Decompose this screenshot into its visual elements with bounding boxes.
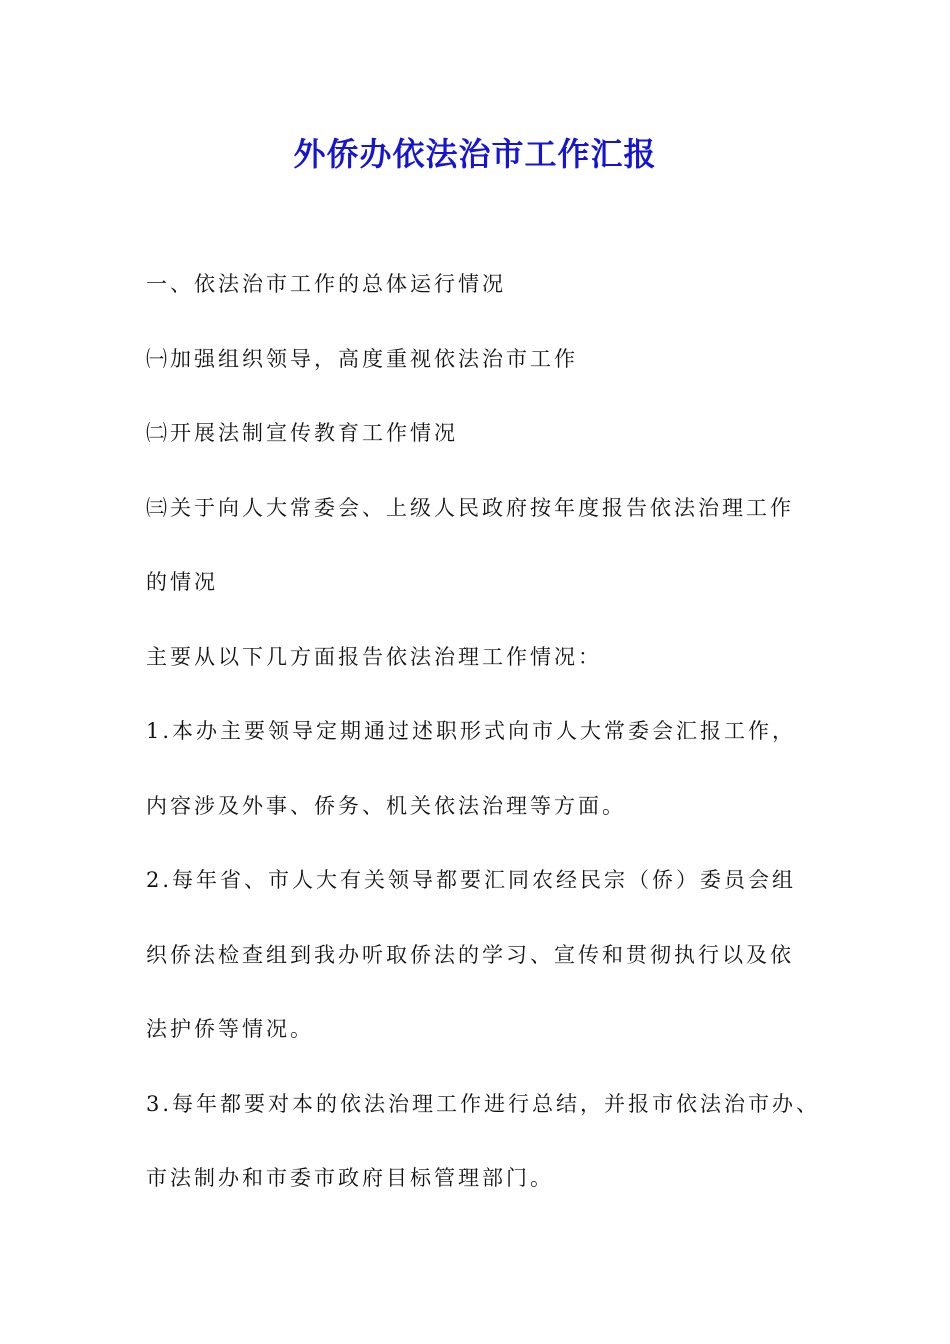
list-item-1-cont: 内容涉及外事、侨务、机关依法治理等方面。 <box>146 793 626 818</box>
list-item-3-cont: 市法制办和市委市政府目标管理部门。 <box>146 1166 554 1190</box>
subheading-annual-report: ㈢关于向人大常委会、上级人民政府按年度报告依法治理工作 <box>146 495 794 520</box>
list-item-2-cont: 织侨法检查组到我办听取侨法的学习、宣传和贯彻执行以及依 <box>146 942 794 967</box>
subheading-organization-leadership: ㈠加强组织领导，高度重视依法治市工作 <box>146 346 578 371</box>
list-item-2: 2.每年省、市人大有关领导都要汇同农经民宗（侨）委员会组 <box>146 868 797 892</box>
paragraph-intro: 主要从以下几方面报告依法治理工作情况： <box>146 644 602 669</box>
document-body <box>146 262 836 1231</box>
heading-overall-operation: 一、依法治市工作的总体运行情况 <box>146 272 506 296</box>
subheading-legal-publicity: ㈡开展法制宣传教育工作情况 <box>146 421 458 445</box>
subheading-annual-report-cont: 的情况 <box>146 570 218 594</box>
document-title: 外侨办依法治市工作汇报 <box>293 135 657 173</box>
list-item-2-cont-2: 法护侨等情况。 <box>146 1017 314 1041</box>
list-item-1: 1.本办主要领导定期通过述职形式向市人大常委会汇报工作， <box>146 719 797 743</box>
list-item-3: 3.每年都要对本的依法治理工作进行总结，并报市依法治市办、 <box>146 1091 821 1116</box>
